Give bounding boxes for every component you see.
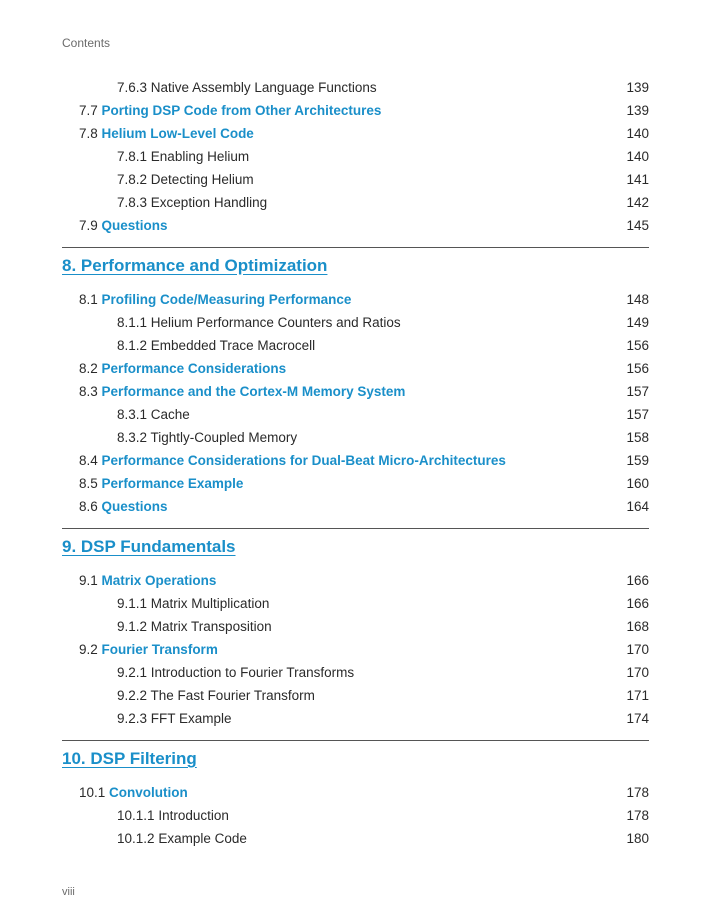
section-title: Embedded Trace Macrocell [150,338,316,353]
section-title-link[interactable]: Porting DSP Code from Other Architectures [101,103,382,118]
toc-entry [62,707,649,730]
section-title: Detecting Helium [150,172,254,187]
section-title: Matrix Transposition [150,619,272,634]
page-ref: 170 [626,642,649,657]
section-title-link[interactable]: Convolution [109,785,188,800]
page-ref: 157 [626,384,649,399]
section-number: 8.1 [79,292,98,307]
section-title: Introduction [158,808,229,823]
page-ref: 174 [626,711,649,726]
chapter-title-link[interactable]: 8. Performance and Optimization [62,256,328,275]
section-title-link[interactable]: Fourier Transform [101,642,218,657]
section-title: Helium Performance Counters and Ratios [150,315,401,330]
toc-entry [62,569,649,592]
page-ref: 164 [626,499,649,514]
section-title-link[interactable]: Profiling Code/Measuring Performance [101,292,352,307]
section-number: 8.3.2 [117,430,148,445]
toc-entry [62,661,649,684]
section-title: Example Code [158,831,247,846]
toc-entry [62,426,649,449]
toc-entry [62,781,649,804]
toc-entry [62,99,649,122]
page-ref: 139 [626,103,649,118]
section-number: 10.1.2 [117,831,155,846]
page-ref: 142 [626,195,649,210]
section-title: The Fast Fourier Transform [150,688,315,703]
page-ref: 166 [626,596,649,611]
section-number: 7.7 [79,103,98,118]
page-number: viii [62,886,75,898]
section-number: 8.3 [79,384,98,399]
section-title: Tightly-Coupled Memory [150,430,298,445]
section-title-link[interactable]: Questions [101,499,168,514]
page-ref: 156 [626,361,649,376]
section-title-link[interactable]: Matrix Operations [101,573,217,588]
chapter-title-link[interactable]: 9. DSP Fundamentals [62,537,236,556]
chapter-heading [62,740,649,781]
toc-entry [62,191,649,214]
page-ref: 159 [626,453,649,468]
toc-entry [62,449,649,472]
section-number: 9.1.2 [117,619,148,634]
section-title-link[interactable]: Performance Example [101,476,244,491]
section-title: Cache [150,407,190,422]
section-number: 7.8.2 [117,172,148,187]
section-title: Matrix Multiplication [150,596,270,611]
section-number: 8.1.2 [117,338,148,353]
toc-entry [62,214,649,237]
section-number: 7.8.3 [117,195,148,210]
section-number: 9.2 [79,642,98,657]
section-number: 10.1.1 [117,808,155,823]
toc-entry [62,311,649,334]
page-ref: 141 [626,172,649,187]
section-number: 7.9 [79,218,98,233]
section-number: 10.1 [79,785,106,800]
section-number: 8.1.1 [117,315,148,330]
page-ref: 166 [626,573,649,588]
section-number: 9.2.2 [117,688,148,703]
toc-entry [62,827,649,850]
toc-entry [62,145,649,168]
page-ref: 157 [626,407,649,422]
section-number: 8.2 [79,361,98,376]
page-ref: 148 [626,292,649,307]
toc-entry [62,495,649,518]
toc-entry [62,380,649,403]
section-title-link[interactable]: Performance Considerations [101,361,287,376]
chapter-heading [62,247,649,288]
page-ref: 178 [626,785,649,800]
section-number: 7.6.3 [117,80,148,95]
section-title: FFT Example [150,711,232,726]
section-title: Introduction to Fourier Transforms [150,665,355,680]
toc-entry [62,592,649,615]
section-title: Enabling Helium [150,149,250,164]
page-ref: 160 [626,476,649,491]
page-ref: 178 [626,808,649,823]
section-number: 9.1.1 [117,596,148,611]
page-ref: 156 [626,338,649,353]
toc-entry [62,122,649,145]
section-number: 7.8.1 [117,149,148,164]
toc-entry [62,615,649,638]
toc-entry [62,76,649,99]
page-ref: 158 [626,430,649,445]
section-number: 8.4 [79,453,98,468]
toc-entry [62,684,649,707]
toc-entry [62,403,649,426]
page-ref: 180 [626,831,649,846]
section-title-link[interactable]: Performance Considerations for Dual-Beat Micro-Architectures [101,453,506,468]
page-ref: 145 [626,218,649,233]
toc-entry [62,472,649,495]
toc-entry [62,804,649,827]
toc-entry [62,638,649,661]
chapter-heading [62,528,649,569]
page-ref: 139 [626,80,649,95]
page-ref: 168 [626,619,649,634]
toc-entry [62,168,649,191]
page-ref: 149 [626,315,649,330]
section-title-link[interactable]: Questions [101,218,168,233]
section-number: 8.5 [79,476,98,491]
toc-entry [62,334,649,357]
page-ref: 171 [626,688,649,703]
section-title: Native Assembly Language Functions [150,80,377,95]
toc-entry [62,288,649,311]
toc-entry [62,357,649,380]
section-number: 9.2.1 [117,665,148,680]
page-ref: 140 [626,126,649,141]
section-number: 9.2.3 [117,711,148,726]
page-ref: 170 [626,665,649,680]
section-number: 8.3.1 [117,407,148,422]
section-number: 7.8 [79,126,98,141]
section-title-link[interactable]: Performance and the Cortex-M Memory System [101,384,406,399]
page-ref: 140 [626,149,649,164]
section-title-link[interactable]: Helium Low-Level Code [101,126,254,141]
running-head: Contents [62,36,111,50]
chapter-title-link[interactable]: 10. DSP Filtering [62,749,197,768]
table-of-contents [62,76,649,850]
section-title: Exception Handling [150,195,268,210]
section-number: 8.6 [79,499,98,514]
section-number: 9.1 [79,573,98,588]
